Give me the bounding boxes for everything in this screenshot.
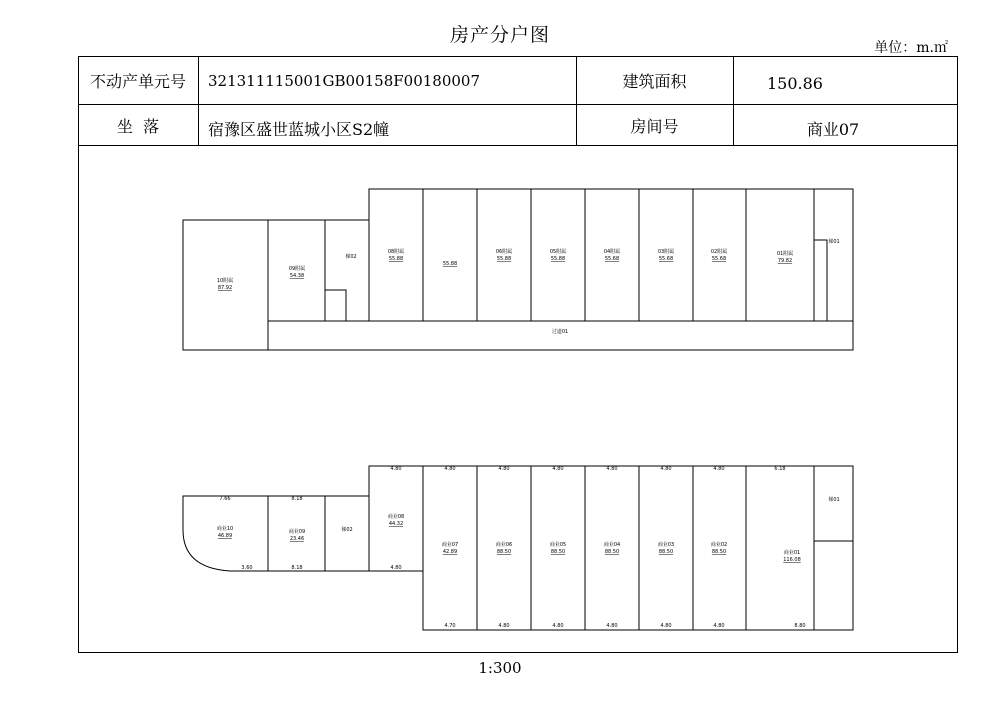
upper-room-area: 55.88 [496, 256, 512, 262]
lower-room-name: 商业05 [549, 542, 567, 548]
dimension-label: 4.80 [498, 466, 510, 472]
dimension-label: 4.80 [498, 623, 510, 629]
dimension-label: 4.80 [390, 466, 402, 472]
dimension-label: 7.66 [219, 496, 231, 502]
upper-room-area: 55.68 [658, 256, 674, 262]
dimension-label: 4.80 [713, 466, 725, 472]
lower-room-name: 梯01 [828, 497, 840, 503]
upper-room-area: 79.82 [777, 258, 793, 264]
upper-room-name: 08附属 [387, 249, 405, 255]
lower-floor-plan [183, 466, 853, 630]
dimension-label: 6.18 [774, 466, 786, 472]
area-value: 150.86 [767, 74, 823, 93]
room-outline [268, 220, 369, 321]
upper-room-name: 10附属 [216, 278, 234, 284]
corridor-outline [268, 321, 853, 350]
unit-label: 单位：m.㎡ [874, 40, 948, 56]
page-title: 房产分户图 [449, 24, 550, 46]
location-value: 宿豫区盛世蓝城小区S2幢 [208, 119, 390, 139]
dimension-label: 4.80 [713, 623, 725, 629]
upper-corridor-label: 过道01 [551, 329, 569, 335]
upper-floor-plan [183, 189, 853, 350]
upper-room-name: 04附属 [603, 249, 621, 255]
dimension-label: 4.80 [606, 466, 618, 472]
lower-room-name: 商业09 [288, 529, 306, 535]
lower-room-area: 88.50 [711, 549, 727, 555]
dimension-label: 8.18 [291, 565, 303, 571]
room-outline [325, 496, 369, 571]
upper-room-name: 梯01 [828, 239, 840, 245]
area-label: 建筑面积 [622, 72, 687, 91]
lower-room-name: 商业03 [657, 542, 675, 548]
dimension-label: 4.80 [660, 623, 672, 629]
upper-room-name: 梯02 [345, 254, 357, 260]
upper-room-area: 55.68 [604, 256, 620, 262]
upper-room-name: 05附属 [549, 249, 567, 255]
upper-room-name: 03附属 [657, 249, 675, 255]
lower-room-area: 42.89 [442, 549, 458, 555]
upper-room-name: 01附属 [776, 251, 794, 257]
lower-room-name: 商业01 [783, 550, 801, 556]
room-label: 房间号 [630, 116, 679, 136]
upper-room-name: 09附属 [288, 266, 306, 272]
upper-room-area: 55.88 [388, 256, 404, 262]
lower-room-name: 商业02 [710, 542, 728, 548]
location-label: 坐 落 [116, 116, 160, 136]
lower-room-area: 88.50 [658, 549, 674, 555]
unit-no-value: 321311115001GB00158F00180007 [208, 71, 480, 90]
dimension-label: 4.80 [660, 466, 672, 472]
dimension-label: 4.80 [552, 466, 564, 472]
stair-outline [814, 466, 853, 541]
lower-room-area: 46.89 [217, 533, 233, 539]
upper-room-name: 06附属 [495, 249, 513, 255]
upper-room-area: 54.38 [289, 273, 305, 279]
upper-room-area: 55.88 [550, 256, 566, 262]
dimension-label: 8.80 [794, 623, 806, 629]
dimension-label: 8.18 [291, 496, 303, 502]
room-value: 商业07 [806, 119, 860, 139]
upper-room-area: 87.92 [217, 285, 233, 291]
scale-label: 1:300 [478, 659, 522, 677]
lower-room-name: 商业08 [387, 514, 405, 520]
lower-room-name: 梯02 [341, 527, 353, 533]
dimension-label: 3.60 [241, 565, 253, 571]
upper-room-name: 02附属 [710, 249, 728, 255]
upper-room-area: 55.88 [442, 261, 458, 267]
room-outline [423, 466, 853, 630]
dimension-label: 4.80 [552, 623, 564, 629]
dimension-label: 4.80 [390, 565, 402, 571]
upper-room-area: 55.68 [711, 256, 727, 262]
lower-room-area: 116.08 [783, 557, 801, 563]
unit-no-label: 不动产单元号 [89, 72, 186, 91]
dimension-label: 4.80 [606, 623, 618, 629]
dimension-label: 4.80 [444, 466, 456, 472]
lower-room-name: 商业10 [216, 526, 234, 532]
lower-room-name: 商业07 [441, 542, 459, 548]
lower-room-name: 商业06 [495, 542, 513, 548]
stair-outline [325, 290, 346, 321]
lower-room-area: 88.50 [496, 549, 512, 555]
lower-room-area: 23.46 [289, 536, 305, 542]
lower-room-area: 88.50 [604, 549, 620, 555]
lower-room-name: 商业04 [603, 542, 621, 548]
lower-room-area: 88.50 [550, 549, 566, 555]
stair-outline [814, 240, 827, 321]
dimension-label: 4.70 [444, 623, 456, 629]
lower-room-area: 44.32 [388, 521, 404, 527]
